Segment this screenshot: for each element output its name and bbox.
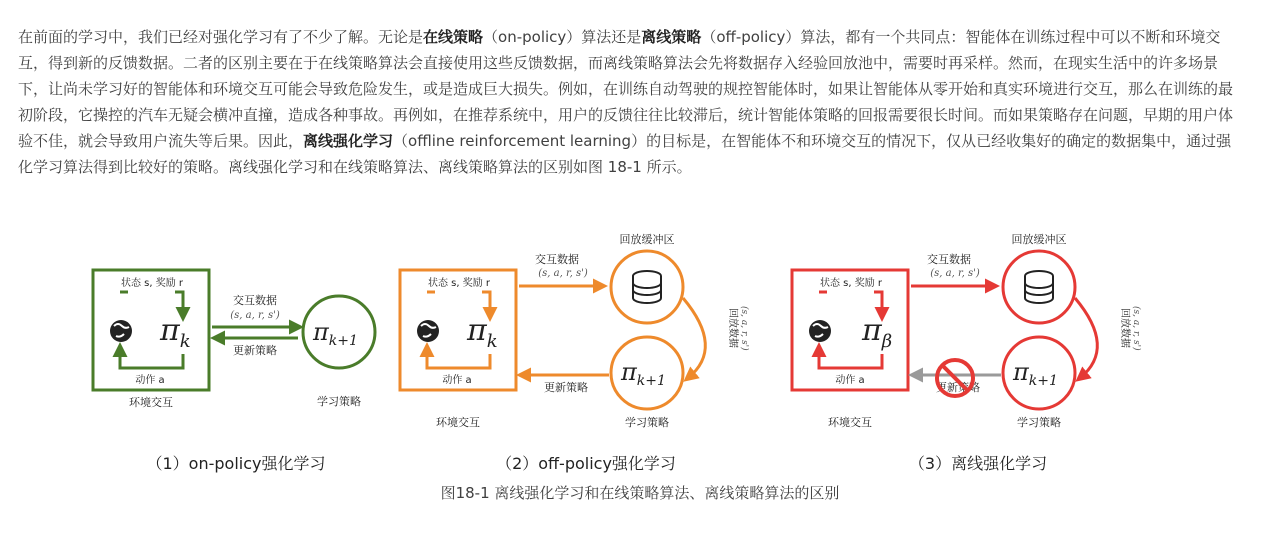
replay-data-label: 回放数据 [727, 308, 738, 348]
replay-buffer-label: 回放缓冲区 [619, 233, 675, 246]
tuple-label-vertical: (s, a, r, s') [1131, 306, 1141, 351]
pi-k1-symbol: $\pi_{k+1}$ [1013, 358, 1058, 389]
learned-policy-label: 学习策略 [1017, 416, 1061, 429]
action-label: 动作 a [442, 375, 472, 386]
database-icon [1025, 271, 1053, 303]
interaction-data-label: 交互数据 [927, 253, 971, 266]
panel-on-policy [93, 270, 375, 473]
pi-k1-symbol: $\pi_{k+1}$ [313, 318, 358, 349]
learned-policy-label: 学习策略 [317, 395, 361, 408]
pi-k-symbol: $\pi_k$ [467, 313, 498, 352]
globe-icon [417, 320, 439, 342]
replay-data-label: 回放数据 [1119, 308, 1130, 348]
update-policy-label: 更新策略 [544, 381, 588, 394]
globe-icon [110, 320, 132, 342]
action-arrow [120, 348, 183, 368]
update-policy-label: 更新策略 [936, 381, 980, 394]
globe-icon [809, 320, 831, 342]
database-icon [633, 271, 661, 303]
pi-k-symbol: $\pi_k$ [160, 313, 191, 352]
action-label: 动作 a [835, 375, 865, 386]
learned-policy-label: 学习策略 [625, 416, 669, 429]
action-arrow [427, 348, 490, 368]
state-reward-label: 状态 s, 奖励 r [427, 278, 491, 289]
env-interaction-label: 环境交互 [129, 396, 173, 409]
term-offline-rl: 离线强化学习 [303, 132, 394, 150]
panel3-title: （3）离线强化学习 [908, 454, 1048, 473]
para-text-4: （offline reinforcement learning）的目标是，在智能体不和环境交互的情况下，仅从已经收集好的确定的数据集中，通过强化学习算法得到比较好的策略。离线强化学习和在线策略算法、离线策略算法的区别如图 18-1 所示。 [18, 132, 1232, 176]
action-label: 动作 a [135, 375, 165, 386]
tuple-label: (s, a, r, s') [538, 268, 588, 279]
para-text-2: （on-policy）算法还是 [483, 28, 642, 46]
state-reward-label: 状态 s, 奖励 r [120, 278, 184, 289]
panel-offline [792, 232, 1142, 473]
term-on-policy: 在线策略 [423, 28, 484, 46]
intro-paragraph [18, 24, 1244, 180]
pi-beta-symbol: $\pi_\beta$ [862, 313, 893, 352]
panel-off-policy [400, 232, 750, 473]
replay-buffer-label: 回放缓冲区 [1011, 233, 1067, 246]
update-policy-label: 更新策略 [233, 344, 277, 357]
para-text-1: 在前面的学习中，我们已经对强化学习有了不少了解。无论是 [18, 28, 424, 46]
pi-k1-symbol: $\pi_{k+1}$ [621, 358, 666, 389]
tuple-label: (s, a, r, s') [930, 268, 980, 279]
interaction-data-label: 交互数据 [233, 294, 277, 307]
env-interaction-label: 环境交互 [436, 416, 480, 429]
figure-caption: 图18-1 离线强化学习和在线策略算法、离线策略算法的区别 [440, 484, 840, 502]
para-text-3: （off-policy）算法，都有一个共同点：智能体在训练过程中可以不断和环境交互，得到新的反馈数据。二者的区别主要在于在线策略算法会直接使用这些反馈数据，而离线策略算法会先将数据存入经验回放池中，需要时再采样。然而，在现实生活中的许多场景下，让尚未学习好的智能体和环境交互可能会导致危险发生，或是造成巨大损失。例如，在训练自动驾驶的规控智能体时，如果让智能体从零开始和真实环境进行交互，那么在训练的最初阶段，它操控的汽车无疑会横冲直撞，造成各种事故。再例如，在推荐系统中，用户的反馈往往比较滞后，统计智能体策略的回报需要很长时间。而如果策略存在问题，早期的用户体验不佳，就会导致用户流失等后果。因此， [18, 28, 1234, 150]
interaction-data-label: 交互数据 [535, 253, 579, 266]
action-arrow [819, 348, 882, 368]
replay-data-arrow [683, 298, 705, 378]
state-reward-label: 状态 s, 奖励 r [819, 278, 883, 289]
env-interaction-label: 环境交互 [828, 416, 872, 429]
panel2-title: （2）off-policy强化学习 [496, 454, 676, 473]
term-off-policy: 离线策略 [641, 28, 702, 46]
panel1-title: （1）on-policy强化学习 [146, 454, 326, 473]
tuple-label-vertical: (s, a, r, s') [739, 306, 749, 351]
replay-data-arrow [1075, 298, 1097, 378]
tuple-label: (s, a, r, s') [230, 310, 280, 321]
